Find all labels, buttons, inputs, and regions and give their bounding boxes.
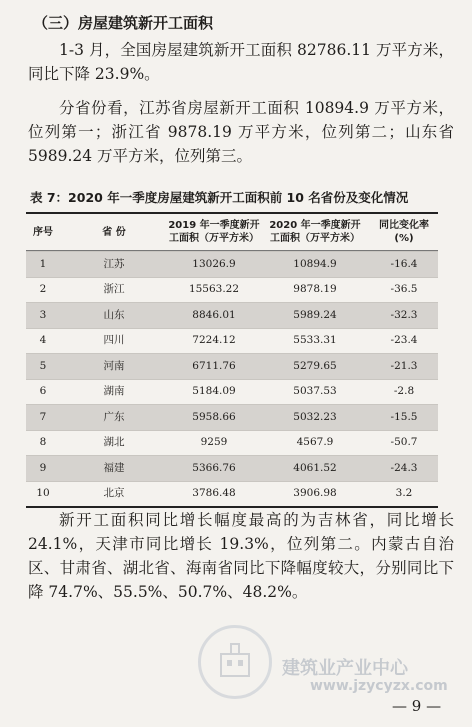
table-row — [26, 328, 438, 354]
cell-province: 河南 — [103, 359, 125, 372]
cell-2019: 5184.09 — [192, 385, 236, 398]
cell-change: -24.3 — [390, 461, 418, 474]
cell-2019: 7224.12 — [192, 334, 236, 347]
header-2019: 2019 年一季度新开 工面积（万平方米） — [168, 220, 260, 244]
cell-province: 湖北 — [103, 436, 125, 449]
cell-province: 江苏 — [103, 257, 125, 270]
table-row — [26, 277, 438, 303]
table-row — [26, 430, 438, 456]
table-row — [26, 379, 438, 405]
cell-2020: 9878.19 — [293, 283, 337, 296]
cell-seq: 5 — [39, 359, 47, 372]
cell-2020: 5032.23 — [293, 410, 337, 423]
cell-change: -2.8 — [393, 385, 415, 398]
cell-2019: 15563.22 — [188, 283, 240, 296]
cell-seq: 1 — [39, 257, 47, 270]
paragraph-national-summary: 1-3 月，全国房屋建筑新开工面积 82786.11 万平方米，同比下降 23.9%。 — [28, 41, 454, 83]
cell-seq: 6 — [39, 385, 47, 398]
cell-seq: 7 — [39, 410, 47, 423]
cell-seq: 9 — [39, 461, 47, 474]
cell-2020: 3906.98 — [293, 487, 337, 500]
cell-change: -32.3 — [390, 308, 418, 321]
cell-2020: 4061.52 — [293, 461, 337, 474]
header-province: 省 份 — [102, 226, 126, 238]
cell-2020: 5989.24 — [293, 308, 337, 321]
page-number: — 9 — — [392, 697, 442, 715]
cell-seq: 10 — [36, 487, 50, 500]
table-header-row — [26, 214, 438, 251]
cell-province: 广东 — [103, 410, 125, 423]
table-row — [26, 404, 438, 430]
cell-2019: 6711.76 — [192, 359, 236, 372]
cell-2019: 13026.9 — [192, 257, 236, 270]
cell-province: 四川 — [103, 334, 125, 347]
cell-seq: 8 — [39, 436, 47, 449]
cell-change: -15.5 — [390, 410, 418, 423]
cell-change: -50.7 — [390, 436, 418, 449]
cell-2020: 5037.53 — [293, 385, 337, 398]
table-caption: 表 7：2020 年一季度房屋建筑新开工面积前 10 名省份及变化情况 — [30, 190, 409, 205]
cell-province: 山东 — [103, 308, 125, 321]
cell-change: -21.3 — [390, 359, 418, 372]
table-row — [26, 302, 438, 328]
cell-seq: 3 — [39, 308, 47, 321]
cell-2019: 9259 — [200, 436, 228, 449]
cell-2019: 3786.48 — [192, 487, 236, 500]
table-row — [26, 481, 438, 507]
table-row — [26, 353, 438, 379]
cell-2019: 8846.01 — [192, 308, 236, 321]
cell-change: -23.4 — [390, 334, 418, 347]
cell-2019: 5958.66 — [192, 410, 236, 423]
header-seq: 序号 — [33, 226, 53, 238]
cell-province: 浙江 — [103, 283, 125, 296]
cell-change: 3.2 — [395, 487, 413, 500]
cell-province: 湖南 — [103, 385, 125, 398]
cell-2020: 10894.9 — [293, 257, 337, 270]
section-heading: （三）房屋建筑新开工面积 — [33, 14, 214, 32]
paragraph-growth-analysis: 新开工面积同比增长幅度最高的为吉林省，同比增长 24.1%，天津市同比增长 19.3%，位列第二。内蒙古自治区、甘肃省、湖北省、海南省同比下降幅度较大，分别同比下降 74.7%、55.5%、50.7%、48.2%。 — [28, 511, 454, 601]
cell-seq: 4 — [39, 334, 47, 347]
cell-change: -16.4 — [390, 257, 418, 270]
cell-province: 北京 — [103, 487, 125, 500]
cell-2020: 5533.31 — [293, 334, 337, 347]
header-change: 同比变化率 (%) — [379, 220, 429, 244]
cell-2020: 4567.9 — [296, 436, 334, 449]
cell-change: -36.5 — [390, 283, 418, 296]
cell-2019: 5366.76 — [192, 461, 236, 474]
building-logo-icon — [198, 625, 272, 699]
header-2020: 2020 年一季度新开 工面积（万平方米） — [269, 220, 361, 244]
watermark-name: 建筑业产业中心 — [282, 658, 408, 679]
data-table — [26, 212, 438, 508]
cell-province: 福建 — [103, 461, 125, 474]
table-row — [26, 455, 438, 481]
paragraph-province-ranking: 分省份看，江苏省房屋新开工面积 10894.9 万平方米，位列第一；浙江省 9878.19 万平方米，位列第二；山东省 5989.24 万平方米，位列第三。 — [28, 99, 454, 165]
table-row — [26, 251, 438, 277]
cell-2020: 5279.65 — [293, 359, 337, 372]
watermark-url: www.jzycyzx.com — [310, 678, 448, 694]
cell-seq: 2 — [39, 283, 47, 296]
